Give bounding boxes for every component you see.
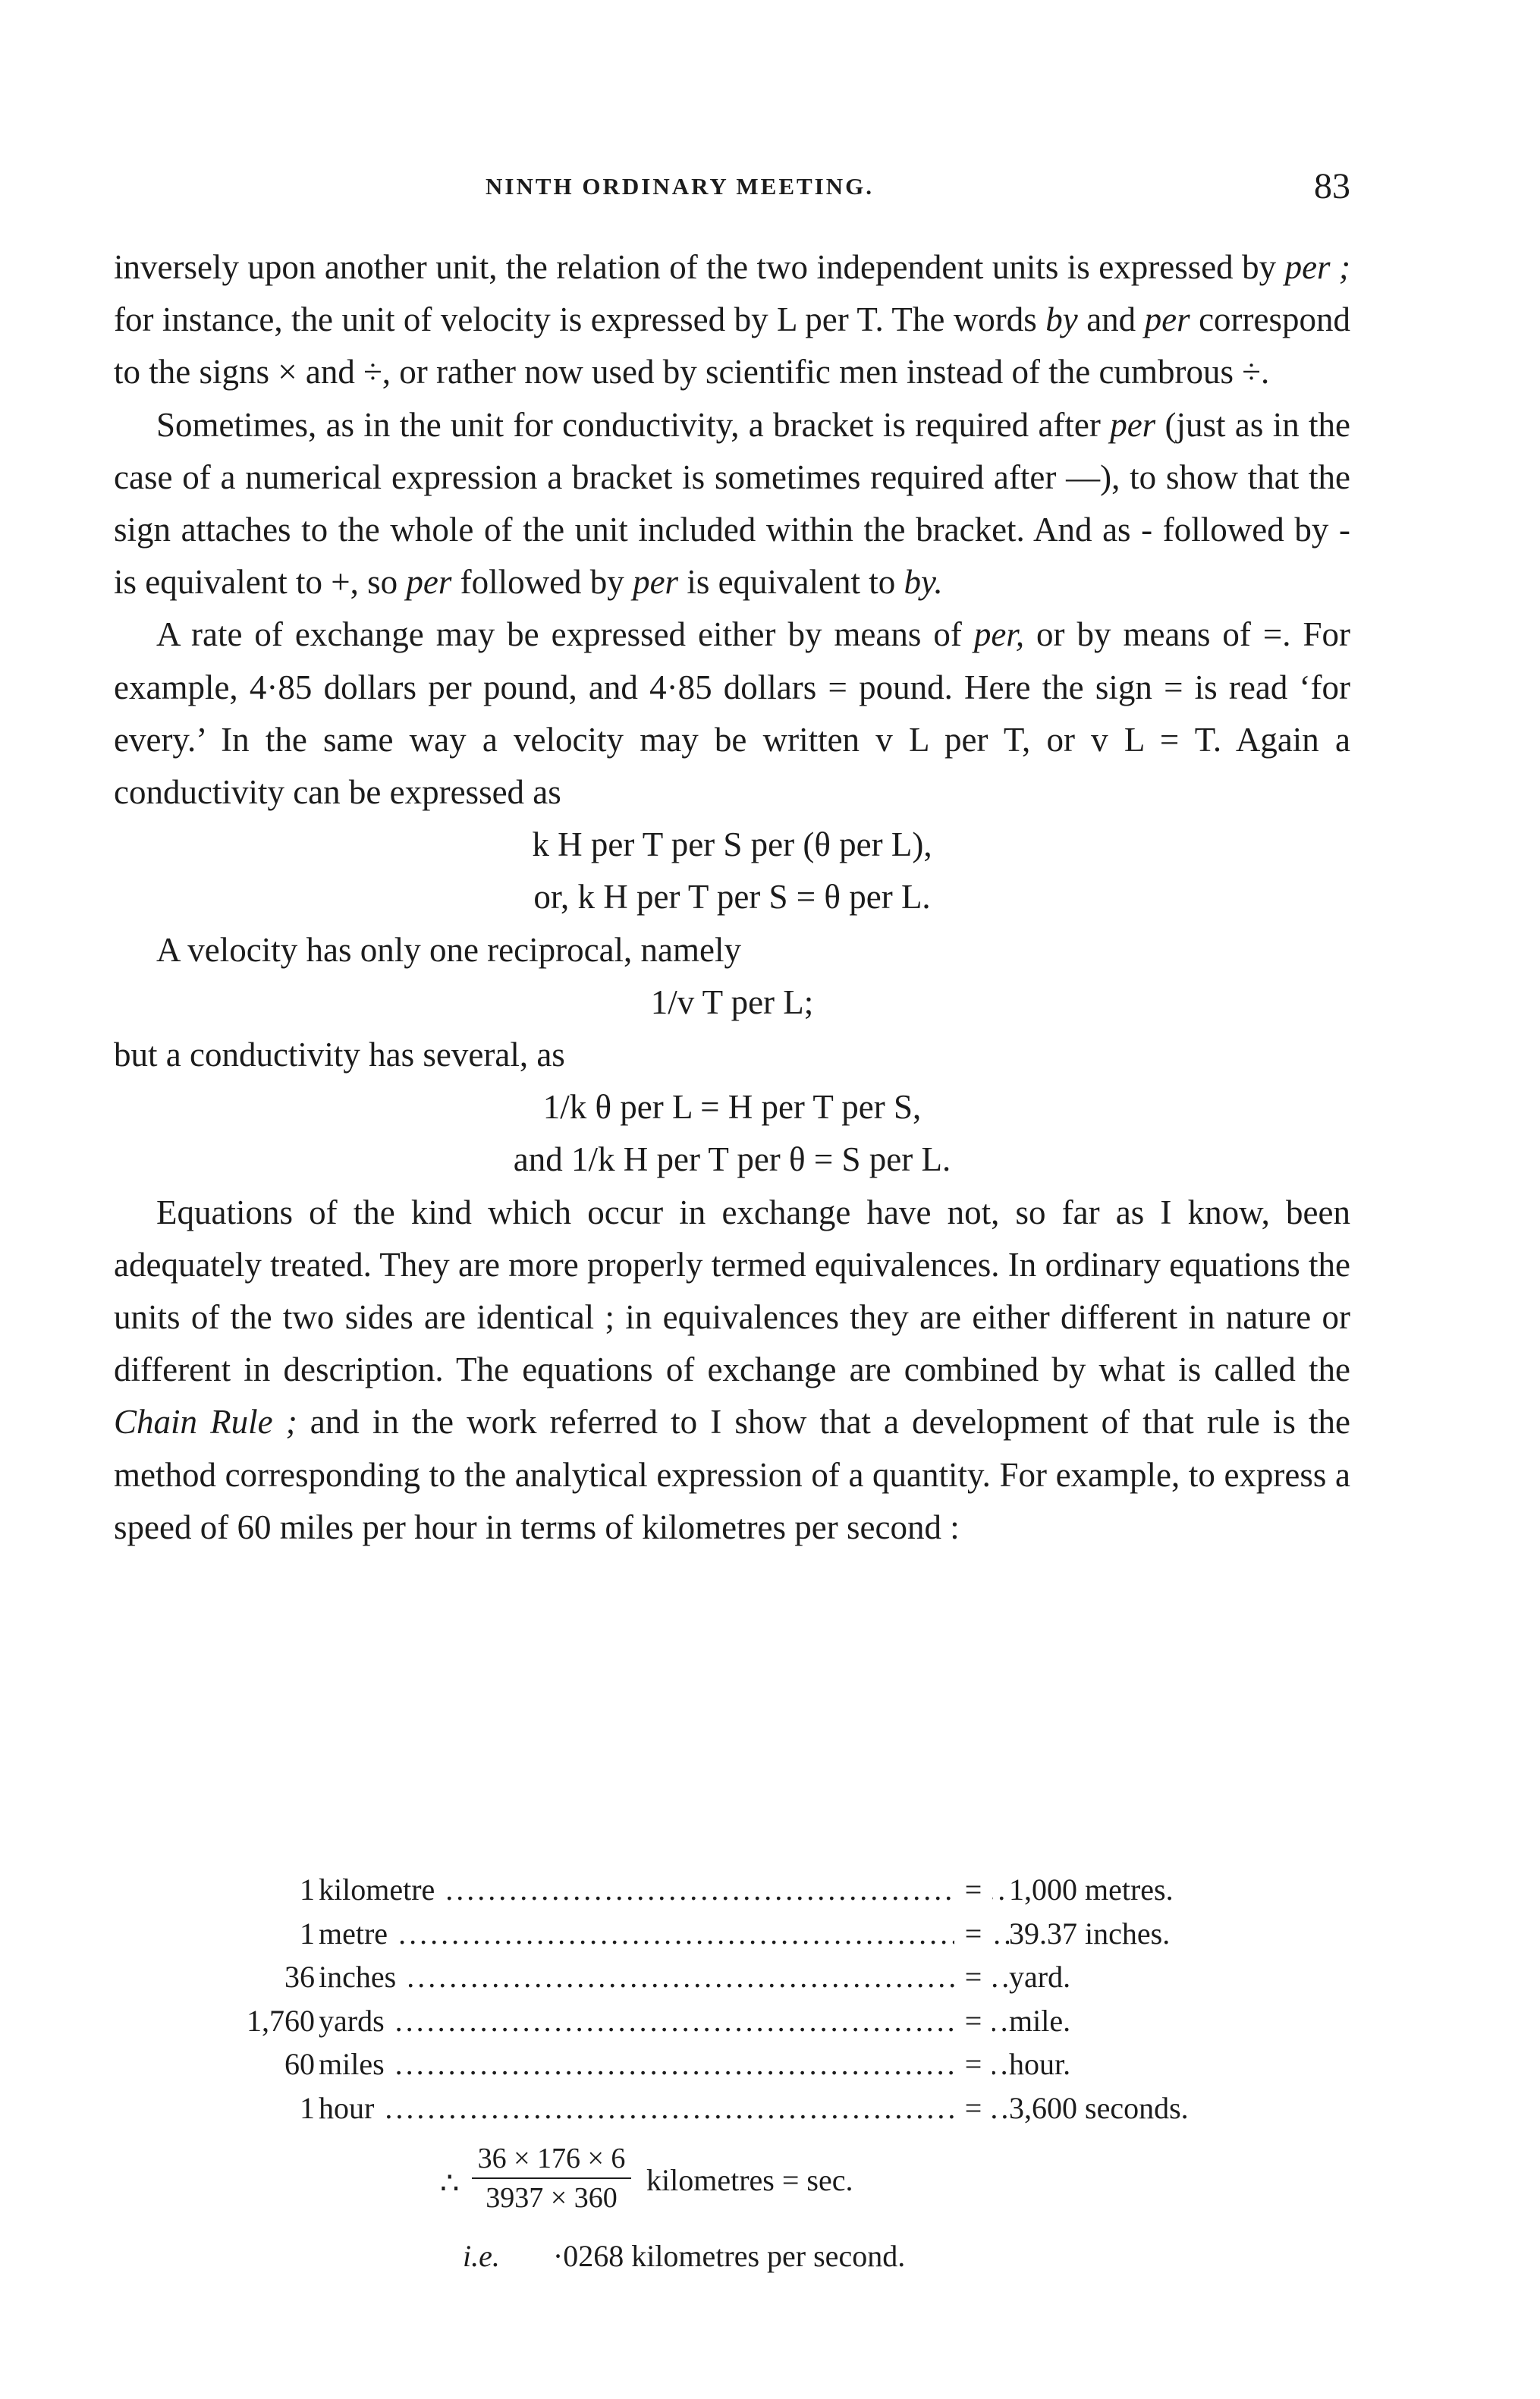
row-unit: miles ..... <box>319 2042 1032 2086</box>
row-unit: metre ..... <box>319 1912 1032 1956</box>
row-quantity: 36 <box>284 1960 315 1994</box>
row-quantity: 1 <box>300 1872 315 1907</box>
text-run: and <box>1077 300 1145 339</box>
row-equals: = <box>954 1955 992 1999</box>
final-value: ·0268 kilometres per second. <box>552 2239 906 2273</box>
paragraph-3 <box>114 608 1350 819</box>
final-result <box>463 2238 905 2274</box>
row-unit: hour ..... <box>319 2086 1032 2130</box>
table-row <box>114 1912 1350 1956</box>
text-run: Equations of the kind which occur in exchange have not, so far as I know, been adequately treated. They are more properly termed equivalences. In ordinary equations the units of the two sides are identical ; in equivalences they are either different in nature or different in description. The equations of exchange are combined by what is called the <box>114 1193 1350 1389</box>
row-equals: = <box>954 2086 992 2130</box>
row-quantity: 1 <box>300 1916 315 1951</box>
table-row <box>114 1868 1350 1912</box>
ie-label: i.e. <box>463 2239 500 2273</box>
row-unit: inches ..... <box>319 1955 1032 1999</box>
paragraph-1 <box>114 241 1350 399</box>
italic-run: by. <box>904 563 943 602</box>
row-quantity: 60 <box>284 2047 315 2081</box>
text-run: inversely upon another unit, the relation of the two independent units is expressed by <box>114 248 1285 286</box>
paragraph-2 <box>114 399 1350 609</box>
italic-run: per <box>1110 405 1156 444</box>
row-value: hour. <box>1009 2042 1076 2086</box>
text-run: for instance, the unit of velocity is expressed by L per T. The words <box>114 300 1046 339</box>
table-row <box>114 2042 1350 2086</box>
row-value: 3,600 seconds. <box>1009 2086 1195 2130</box>
row-equals: = <box>954 1912 992 1956</box>
row-quantity: 1 <box>300 2090 315 2125</box>
italic-run: Chain Rule ; <box>114 1403 297 1442</box>
page-header <box>114 165 1350 211</box>
fraction-result <box>440 2140 1123 2231</box>
table-row <box>114 1999 1350 2043</box>
row-value: 1,000 metres. <box>1009 1868 1180 1912</box>
equation-5: and 1/k H per T per θ = S per L. <box>513 1140 951 1179</box>
equation-1: k H per T per S per (θ per L), <box>532 825 932 864</box>
italic-run: per <box>1144 300 1190 339</box>
page-number: 83 <box>1314 166 1350 206</box>
italic-run: by <box>1045 300 1078 339</box>
fraction-denominator: 3937 × 360 <box>486 2182 618 2214</box>
table-row <box>114 1955 1350 1999</box>
row-equals: = <box>954 1999 992 2043</box>
row-value: 39.37 inches. <box>1009 1912 1176 1956</box>
text-run: correspond to the signs × and ÷, or rather now used by scientific men instead of the cumbrous ÷. <box>114 300 1350 391</box>
row-equals: = <box>954 2042 992 2086</box>
text-run: (just as in the case of a numerical expression a bracket is sometimes required after —), to show that the sign attaches to the whole of the unit included within the bracket. And as - followed by - is equivalent to +, so <box>114 405 1351 602</box>
text-run: and in the work referred to I show that a development of that rule is the method corresponding to the analytical expression of a quantity. For example, to express a speed of 60 miles per hour in terms of kilometres per second : <box>114 1403 1350 1546</box>
row-unit: kilometre ..... <box>319 1868 1032 1912</box>
equation-4: 1/k θ per L = H per T per S, <box>542 1088 922 1127</box>
running-head: NINTH ORDINARY MEETING. <box>486 173 874 200</box>
paragraph-6 <box>114 1187 1350 1554</box>
body-text <box>114 241 1350 1554</box>
text-run: Sometimes, as in the unit for conductivity, a bracket is required after <box>156 405 1111 444</box>
text-run: is equivalent to <box>678 563 904 602</box>
paragraph-4: A velocity has only one reciprocal, namely <box>156 930 741 969</box>
row-equals: = <box>954 1868 992 1912</box>
fraction <box>472 2140 631 2217</box>
text-run: A rate of exchange may be expressed either by means of <box>156 615 974 654</box>
text-run: followed by <box>451 563 633 602</box>
italic-run: per <box>406 563 452 602</box>
fraction-tail: kilometres = sec. <box>646 2163 853 2197</box>
paragraph-5: but a conductivity has several, as <box>114 1036 565 1074</box>
equation-2: or, k H per T per S = θ per L. <box>533 878 931 917</box>
therefore-symbol: ∴ <box>440 2166 460 2200</box>
equation-3: 1/v T per L; <box>650 983 814 1021</box>
italic-run: per <box>633 563 679 602</box>
row-unit: yards ..... <box>319 1999 1032 2043</box>
row-quantity: 1,760 <box>247 2003 315 2038</box>
italic-run: per ; <box>1284 248 1350 286</box>
row-value: mile. <box>1009 1999 1076 2043</box>
row-value: yard. <box>1009 1955 1076 1999</box>
conversion-table <box>114 1868 1350 2130</box>
table-row <box>114 2086 1350 2130</box>
italic-run: per, <box>973 615 1025 654</box>
text-run: or by means of =. For example, 4·85 dollars per pound, and 4·85 dollars = pound. Here the sign = is read ‘for every.’ In the same way a velocity may be written v L per T, or v L = T. Again a conductivity can be expressed as <box>114 615 1351 812</box>
fraction-numerator: 36 × 176 × 6 <box>472 2140 631 2179</box>
